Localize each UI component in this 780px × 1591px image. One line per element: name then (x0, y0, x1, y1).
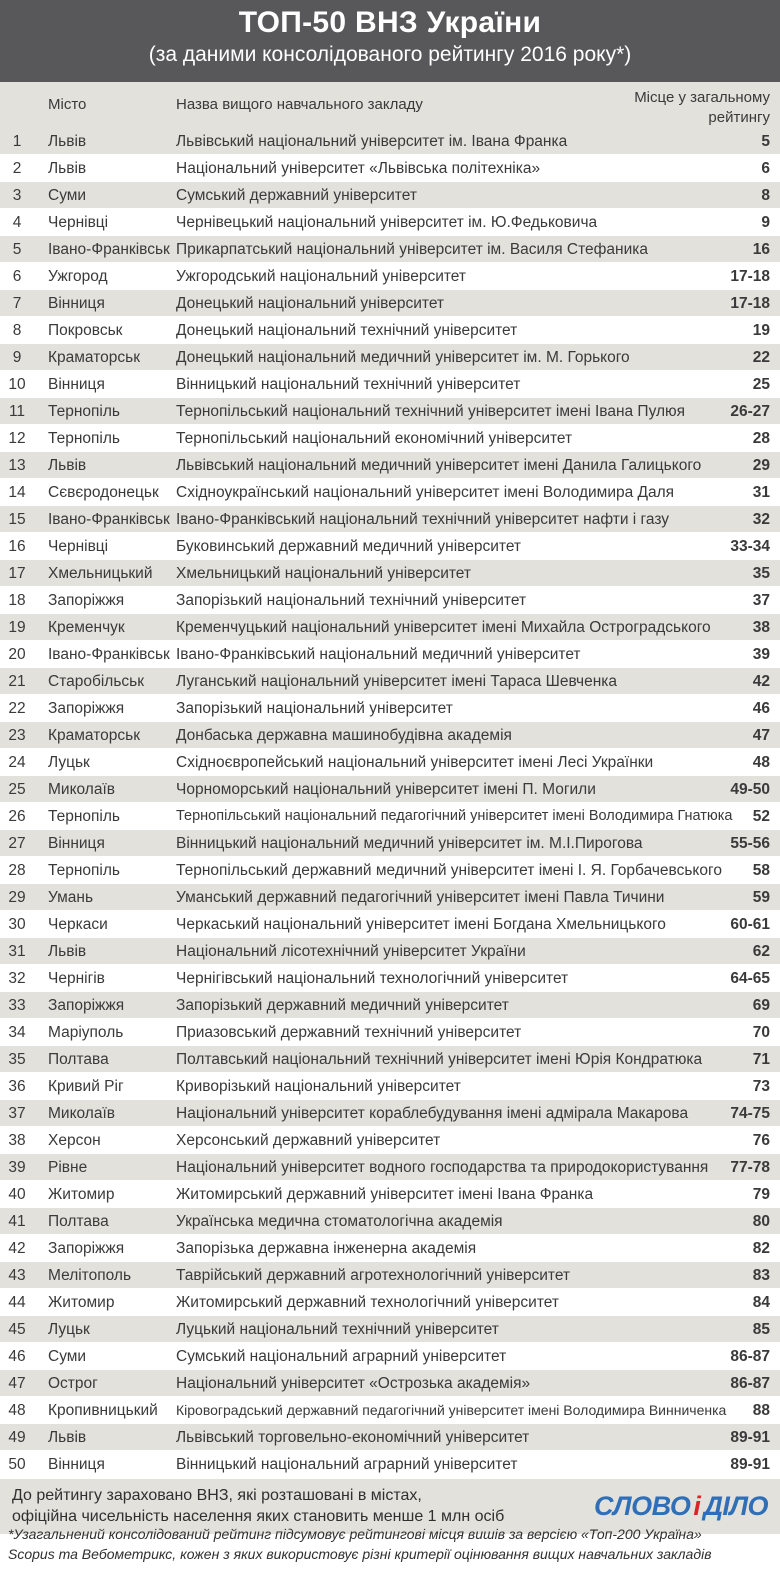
header (0, 0, 780, 82)
row-place: 84 (752, 1294, 770, 1311)
row-number: 36 (8, 1078, 26, 1095)
table-row (0, 614, 780, 641)
row-place: 46 (752, 700, 770, 717)
table-row (0, 938, 780, 965)
row-place: 29 (752, 457, 770, 474)
row-university: Луцький національний технічний університет (176, 1321, 499, 1338)
row-university: Івано-Франківський національний технічний університет нафти і газу (176, 511, 669, 528)
row-number: 19 (8, 619, 26, 636)
row-number: 47 (8, 1375, 26, 1392)
row-number: 50 (8, 1456, 26, 1473)
table-row (0, 1343, 780, 1370)
row-university: Уманський державний педагогічний університет імені Павла Тичини (176, 889, 665, 906)
row-city: Тернопіль (48, 403, 120, 420)
row-city: Маріуполь (48, 1024, 124, 1041)
row-place: 17-18 (730, 295, 770, 312)
table-row (0, 1262, 780, 1289)
row-university: Чорноморський національний університет імені П. Могили (176, 781, 596, 798)
table-row (0, 452, 780, 479)
row-university: Кременчуцький національний університет імені Михайла Остроградського (176, 619, 711, 636)
row-city: Кривий Ріг (48, 1078, 124, 1095)
column-header-city: Місто (48, 96, 87, 113)
table-row (0, 722, 780, 749)
row-number: 4 (12, 214, 22, 231)
row-number: 13 (8, 457, 26, 474)
row-university: Національний лісотехнічний університет України (176, 943, 526, 960)
row-city: Тернопіль (48, 430, 120, 447)
row-place: 9 (761, 214, 770, 231)
row-city: Кременчук (48, 619, 125, 636)
page-title: ТОП-50 ВНЗ України (238, 6, 542, 39)
row-university: Чернівецький національний університет ім. Ю.Федьковича (176, 214, 598, 231)
row-number: 30 (8, 916, 26, 933)
row-university: Черкаський національний університет імені Богдана Хмельницького (176, 916, 666, 933)
table-row (0, 1451, 780, 1478)
row-number: 15 (8, 511, 26, 528)
row-place: 62 (752, 943, 770, 960)
row-university: Криворізький національний університет (176, 1078, 461, 1095)
row-number: 1 (12, 133, 22, 150)
row-place: 47 (752, 727, 770, 744)
row-university: Буковинський державний медичний університет (176, 538, 522, 555)
row-university: Східноукраїнський національний університет імені Володимира Даля (176, 484, 675, 501)
row-university: Львівський торговельно-економічний університет (176, 1429, 530, 1446)
row-university: Національний університет «Острозька академія» (176, 1375, 531, 1392)
row-number: 8 (12, 322, 22, 339)
table-row (0, 506, 780, 533)
row-city: Луцьк (48, 754, 90, 771)
row-place: 73 (752, 1078, 770, 1095)
table-row (0, 668, 780, 695)
row-number: 49 (8, 1429, 26, 1446)
row-university: Львівський національний медичний університет імені Данила Галицького (176, 457, 702, 474)
row-place: 85 (752, 1321, 770, 1338)
table-row (0, 1046, 780, 1073)
row-city: Львів (48, 160, 87, 177)
row-city: Житомир (48, 1186, 115, 1203)
row-place: 39 (752, 646, 770, 663)
row-city: Вінниця (48, 295, 105, 312)
table-row (0, 425, 780, 452)
row-place: 83 (752, 1267, 770, 1284)
row-university: Івано-Франківський національний медичний університет (176, 646, 581, 663)
row-number: 11 (8, 403, 26, 420)
logo-word-1: СЛОВО (594, 1491, 691, 1521)
footnote-line-2: Scopus та Вебометрикс, кожен з яких використовує різні критерії оцінювання вищих навчальних закладів (8, 1546, 712, 1562)
row-city: Львів (48, 1429, 87, 1446)
table-row (0, 641, 780, 668)
row-number: 10 (8, 376, 26, 393)
row-number: 5 (12, 241, 22, 258)
row-number: 3 (12, 187, 22, 204)
row-place: 88 (752, 1402, 770, 1419)
row-place: 17-18 (730, 268, 770, 285)
table-row (0, 1127, 780, 1154)
row-number: 48 (8, 1402, 26, 1419)
table-row (0, 1181, 780, 1208)
row-city: Миколаїв (48, 781, 116, 798)
row-number: 26 (8, 808, 26, 825)
row-university: Кіровоградський державний педагогічний університет імені Володимира Винниченка (176, 1402, 727, 1418)
note-line-1: До рейтингу зараховано ВНЗ, які розташовані в містах, (12, 1487, 422, 1504)
row-number: 21 (8, 673, 26, 690)
table-row (0, 884, 780, 911)
table-row (0, 587, 780, 614)
row-number: 37 (8, 1105, 26, 1122)
row-place: 8 (761, 187, 770, 204)
row-city: Тернопіль (48, 808, 120, 825)
row-place: 38 (752, 619, 770, 636)
row-city: Мелітополь (48, 1267, 132, 1284)
row-place: 82 (752, 1240, 770, 1257)
row-place: 89-91 (730, 1429, 770, 1446)
row-number: 32 (8, 970, 26, 987)
slovo-i-dilo-logo (594, 1491, 768, 1521)
table-row (0, 965, 780, 992)
row-place: 74-75 (730, 1105, 770, 1122)
note-line-2: офіційна чисельність населення яких становить менше 1 млн осіб (12, 1508, 505, 1525)
table-row (0, 479, 780, 506)
row-city: Краматорськ (48, 349, 140, 366)
row-place: 69 (752, 997, 770, 1014)
row-number: 7 (12, 295, 22, 312)
row-place: 49-50 (730, 781, 770, 798)
row-place: 79 (752, 1186, 770, 1203)
table-row (0, 371, 780, 398)
row-number: 27 (8, 835, 26, 852)
table-row (0, 1154, 780, 1181)
row-city: Старобільськ (48, 673, 145, 690)
row-university: Східноєвропейський національний університет імені Лесі Українки (176, 754, 654, 771)
row-university: Національний університет «Львівська політехніка» (176, 160, 541, 177)
row-city: Херсон (48, 1132, 101, 1149)
row-number: 39 (8, 1159, 26, 1176)
row-place: 64-65 (730, 970, 770, 987)
table-row (0, 1208, 780, 1235)
logo-word-3: ДІЛО (703, 1491, 768, 1521)
table-row (0, 1235, 780, 1262)
row-number: 45 (8, 1321, 26, 1338)
table-row (0, 749, 780, 776)
column-header-place-line2: рейтингу (708, 109, 770, 126)
row-place: 19 (752, 322, 770, 339)
row-university: Українська медична стоматологічна академія (176, 1213, 503, 1230)
row-city: Ужгород (48, 268, 108, 285)
note-text (12, 1485, 504, 1527)
table-row (0, 1316, 780, 1343)
table-row (0, 803, 780, 830)
row-city: Львів (48, 133, 87, 150)
row-number: 46 (8, 1348, 26, 1365)
row-city: Запоріжжя (48, 592, 125, 609)
row-number: 33 (8, 997, 26, 1014)
row-place: 25 (752, 376, 770, 393)
row-place: 22 (752, 349, 770, 366)
row-university: Сумський державний університет (176, 187, 417, 204)
row-city: Житомир (48, 1294, 115, 1311)
row-city: Черкаси (48, 916, 108, 933)
row-city: Чернівці (48, 214, 109, 231)
row-number: 14 (8, 484, 26, 501)
table-row (0, 560, 780, 587)
row-number: 6 (12, 268, 22, 285)
row-city: Рівне (48, 1159, 88, 1176)
row-number: 12 (8, 430, 26, 447)
row-place: 55-56 (730, 835, 770, 852)
row-place: 86-87 (730, 1348, 770, 1365)
row-university: Приазовський державний технічний університет (176, 1024, 522, 1041)
row-university: Донецький національний університет (176, 295, 445, 312)
row-place: 42 (752, 673, 770, 690)
table-row (0, 155, 780, 182)
table-row (0, 128, 780, 155)
row-place: 86-87 (730, 1375, 770, 1392)
row-city: Вінниця (48, 835, 105, 852)
row-number: 16 (8, 538, 26, 555)
row-place: 77-78 (730, 1159, 770, 1176)
row-city: Чернівці (48, 538, 109, 555)
row-number: 44 (8, 1294, 26, 1311)
row-place: 28 (752, 430, 770, 447)
row-city: Луцьк (48, 1321, 90, 1338)
row-university: Хмельницький національний університет (176, 565, 471, 582)
row-city: Тернопіль (48, 862, 120, 879)
row-place: 31 (752, 484, 770, 501)
table-row (0, 1424, 780, 1451)
row-city: Запоріжжя (48, 1240, 125, 1257)
table-row (0, 263, 780, 290)
row-place: 33-34 (730, 538, 770, 555)
row-university: Запорізький державний медичний університет (176, 997, 509, 1014)
table-row (0, 857, 780, 884)
row-city: Вінниця (48, 1456, 105, 1473)
row-number: 41 (8, 1213, 26, 1230)
row-city: Запоріжжя (48, 700, 125, 717)
logo-word-2: і (693, 1491, 701, 1521)
page-subtitle: (за даними консолідованого рейтингу 2016 року*) (148, 43, 632, 66)
row-number: 9 (12, 349, 22, 366)
row-city: Івано-Франківськ (48, 511, 170, 528)
row-university: Ужгородський національний університет (176, 268, 467, 285)
footnote-line-1: *Узагальнений консолідований рейтинг підсумовує рейтингові місця вишів за версією «Топ-200 Україна» (8, 1526, 702, 1542)
table-row (0, 992, 780, 1019)
row-city: Сєвєродонецьк (48, 484, 159, 501)
row-city: Львів (48, 457, 87, 474)
row-place: 48 (752, 754, 770, 771)
table-row (0, 1289, 780, 1316)
row-city: Хмельницький (48, 565, 153, 582)
table-row (0, 344, 780, 371)
footnote (8, 1524, 772, 1564)
row-place: 5 (761, 133, 770, 150)
row-university: Тернопільський державний медичний університет імені І. Я. Горбачевського (176, 862, 722, 879)
row-number: 20 (8, 646, 26, 663)
row-university: Вінницький національний аграрний університет (176, 1456, 518, 1473)
row-number: 22 (8, 700, 26, 717)
row-number: 42 (8, 1240, 26, 1257)
row-place: 52 (752, 808, 770, 825)
row-city: Полтава (48, 1051, 109, 1068)
row-place: 6 (761, 160, 770, 177)
row-university: Донецький національний технічний університет (176, 322, 518, 339)
row-university: Херсонський державний університет (176, 1132, 441, 1149)
row-place: 58 (752, 862, 770, 879)
row-city: Чернігів (48, 970, 105, 987)
table-row (0, 1073, 780, 1100)
table-row (0, 776, 780, 803)
row-place: 76 (752, 1132, 770, 1149)
table-row (0, 290, 780, 317)
row-number: 35 (8, 1051, 26, 1068)
row-number: 24 (8, 754, 26, 771)
table-header (0, 82, 780, 128)
row-place: 16 (752, 241, 770, 258)
row-number: 23 (8, 727, 26, 744)
row-city: Суми (48, 1348, 87, 1365)
row-university: Національний університет кораблебудування імені адмірала Макарова (176, 1105, 689, 1122)
row-university: Вінницький національний технічний університет (176, 376, 521, 393)
ranking-table (0, 128, 780, 1478)
row-number: 18 (8, 592, 26, 609)
row-number: 40 (8, 1186, 26, 1203)
row-place: 35 (752, 565, 770, 582)
row-place: 80 (752, 1213, 770, 1230)
table-row (0, 533, 780, 560)
table-row (0, 317, 780, 344)
row-city: Умань (48, 889, 94, 906)
table-row (0, 911, 780, 938)
row-city: Суми (48, 187, 87, 204)
row-university: Запорізький національний університет (176, 700, 453, 717)
table-row (0, 1370, 780, 1397)
row-number: 34 (8, 1024, 26, 1041)
row-place: 32 (752, 511, 770, 528)
row-number: 2 (12, 160, 22, 177)
row-university: Сумський національний аграрний університет (176, 1348, 507, 1365)
table-row (0, 398, 780, 425)
row-university: Луганський національний університет імені Тараса Шевченка (176, 673, 618, 690)
row-city: Івано-Франківськ (48, 646, 170, 663)
row-university: Запорізька державна інженерна академія (176, 1240, 477, 1257)
row-number: 38 (8, 1132, 26, 1149)
row-university: Тернопільський національний педагогічний університет імені Володимира Гнатюка (176, 808, 733, 824)
row-number: 25 (8, 781, 26, 798)
row-university: Полтавський національний технічний університет імені Юрія Кондратюка (176, 1051, 703, 1068)
row-place: 60-61 (730, 916, 770, 933)
row-university: Тернопільський національний економічний університет (176, 430, 573, 447)
row-place: 37 (752, 592, 770, 609)
column-header-place-line1: Місце у загальному (634, 89, 770, 106)
row-city: Кропивницький (48, 1402, 158, 1419)
table-row (0, 1019, 780, 1046)
row-university: Чернігівський національний технологічний університет (176, 970, 569, 987)
row-city: Запоріжжя (48, 997, 125, 1014)
row-city: Полтава (48, 1213, 109, 1230)
row-place: 26-27 (730, 403, 770, 420)
row-university: Вінницький національний медичний університет ім. М.І.Пирогова (176, 835, 643, 852)
table-row (0, 209, 780, 236)
row-city: Миколаїв (48, 1105, 116, 1122)
row-number: 28 (8, 862, 26, 879)
row-place: 89-91 (730, 1456, 770, 1473)
table-row (0, 830, 780, 857)
row-number: 43 (8, 1267, 26, 1284)
row-university: Таврійський державний агротехнологічний університет (176, 1267, 571, 1284)
row-city: Івано-Франківськ (48, 241, 170, 258)
table-row (0, 236, 780, 263)
row-place: 59 (752, 889, 770, 906)
row-number: 29 (8, 889, 26, 906)
table-row (0, 695, 780, 722)
row-university: Тернопільський національний технічний університет імені Івана Пулюя (176, 403, 686, 420)
row-city: Острог (48, 1375, 98, 1392)
table-row (0, 182, 780, 209)
row-university: Донецький національний медичний університет ім. М. Горького (176, 349, 630, 366)
row-university: Житомирський державний технологічний університет (176, 1294, 559, 1311)
row-university: Прикарпатський національний університет ім. Василя Стефаника (176, 241, 649, 258)
row-number: 31 (8, 943, 26, 960)
table-row (0, 1100, 780, 1127)
row-city: Вінниця (48, 376, 105, 393)
row-university: Національний університет водного господарства та природокористування (176, 1159, 709, 1176)
column-header-place (634, 88, 770, 128)
row-university: Львівський національний університет ім. Івана Франка (176, 133, 568, 150)
row-university: Запорізький національний технічний університет (176, 592, 527, 609)
row-university: Житомирський державний університет імені Івана Франка (176, 1186, 594, 1203)
row-city: Покровськ (48, 322, 123, 339)
row-city: Львів (48, 943, 87, 960)
row-university: Донбаська державна машинобудівна академія (176, 727, 512, 744)
row-place: 71 (752, 1051, 770, 1068)
row-city: Краматорськ (48, 727, 140, 744)
column-header-name: Назва вищого навчального закладу (176, 96, 423, 113)
table-row (0, 1397, 780, 1424)
row-number: 17 (8, 565, 26, 582)
row-place: 70 (752, 1024, 770, 1041)
